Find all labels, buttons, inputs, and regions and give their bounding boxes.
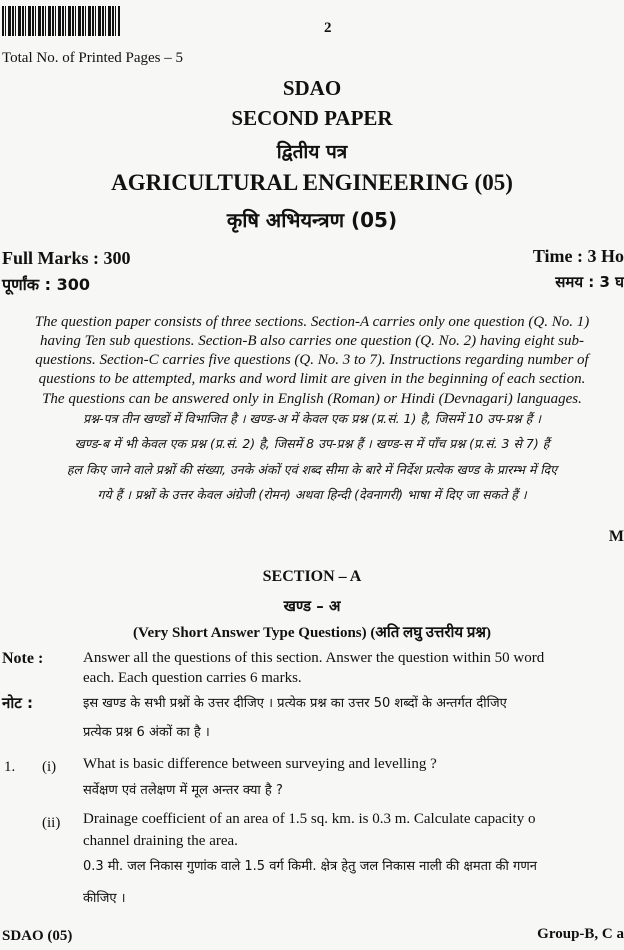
footer-code: SDAO (05) — [2, 928, 73, 944]
note-text-hindi: इस खण्ड के सभी प्रश्नों के उत्तर दीजिए । प्रत्येक प्रश्न का उत्तर 50 शब्दों के अन्तर्गत दीजिए — [83, 696, 507, 711]
instruction-line-hindi: प्रश्न-पत्र तीन खण्डों में विभाजित है । खण्ड-अ में केवल एक प्रश्न (प्र.सं. 1) है, जिसमें 10 उप-प्रश्न हैं । — [83, 411, 541, 426]
instruction-line: having Ten sub questions. Section-B also carries one question (Q. No. 2) having eight sub- — [40, 333, 584, 349]
sub-question-text: Drainage coefficient of an area of 1.5 sq. km. is 0.3 m. Calculate capacity o — [83, 811, 536, 827]
exam-title: SDAO — [282, 76, 342, 100]
instruction-line-hindi: खण्ड-ब में भी केवल एक प्रश्न (प्र.सं. 2) है, जिसमें 8 उप-प्रश्न हैं । खण्ड-स में पाँच प्रश्न (प्र.सं. 3 से 7) हैं — [74, 436, 550, 451]
section-subtitle: (Very Short Answer Type Questions) (अति लघु उत्तरीय प्रश्न) — [133, 625, 491, 641]
sub-question-text: What is basic difference between surveying and levelling ? — [83, 756, 437, 772]
sub-question-text-hindi: सर्वेक्षण एवं तलेक्षण में मूल अन्तर क्या है ? — [83, 783, 283, 798]
printed-pages: Total No. of Printed Pages – 5 — [2, 50, 184, 66]
subject-title: AGRICULTURAL ENGINEERING (05) — [111, 170, 513, 195]
note-text: each. Each question carries 6 marks. — [83, 670, 302, 686]
sub-question-label: (ii) — [42, 815, 61, 831]
page-number: 2 — [324, 20, 332, 36]
note-text: Answer all the questions of this section. Answer the question within 50 word — [83, 650, 545, 666]
subject-title-hindi: कृषि अभियन्त्रण (05) — [226, 208, 398, 232]
instruction-line-hindi: हल किए जाने वाले प्रश्नों की संख्या, उनके अंकों एवं शब्द सीमा के बारे में निर्देश प्रत्येक खण्ड के प्रारम्भ में दिए — [66, 462, 558, 477]
note-label-hindi: नोट : — [2, 694, 33, 712]
note-text-hindi: प्रत्येक प्रश्न 6 अंकों का है । — [83, 725, 210, 740]
time-allowed-hindi: समय : 3 घ — [555, 273, 624, 291]
paper-title: SECOND PAPER — [231, 106, 393, 130]
instruction-line: The questions can be answered only in English (Roman) or Hindi (Devnagari) languages. — [42, 391, 582, 407]
instruction-line-hindi: गये हैं । प्रश्नों के उत्तर केवल अंग्रेजी (रोमन) अथवा हिन्दी (देवनागरी) भाषा में दिए जा सकते हैं । — [97, 487, 527, 502]
margin-letter: M — [608, 528, 624, 545]
note-label: Note : — [2, 650, 44, 667]
barcode — [2, 6, 120, 36]
paper-title-hindi: द्वितीय पत्र — [276, 141, 348, 163]
question-number: 1. — [4, 759, 16, 775]
full-marks-hindi: पूर्णांक : 300 — [2, 275, 91, 294]
section-title-hindi: खण्ड – अ — [283, 597, 341, 615]
instruction-line: questions to be attempted, marks and word limit are given in the beginning of each section. — [38, 371, 586, 387]
sub-question-text: channel draining the area. — [83, 833, 238, 849]
instruction-line: questions. Section-C carries five questions (Q. No. 3 to 7). Instructions regarding number of — [35, 352, 589, 368]
time-allowed: Time : 3 Ho — [532, 246, 624, 266]
full-marks: Full Marks : 300 — [2, 248, 131, 268]
sub-question-text-hindi: 0.3 मी. जल निकास गुणांक वाले 1.5 वर्ग किमी. क्षेत्र हेतु जल निकास नाली की क्षमता की गणन — [83, 859, 537, 874]
sub-question-text-hindi: कीजिए । — [83, 891, 126, 906]
section-title: SECTION – A — [262, 568, 362, 585]
instruction-line: The question paper consists of three sections. Section-A carries only one question (Q. No. 1) — [34, 314, 590, 330]
sub-question-label: (i) — [42, 759, 57, 775]
footer-group: Group-B, C a — [537, 926, 624, 942]
